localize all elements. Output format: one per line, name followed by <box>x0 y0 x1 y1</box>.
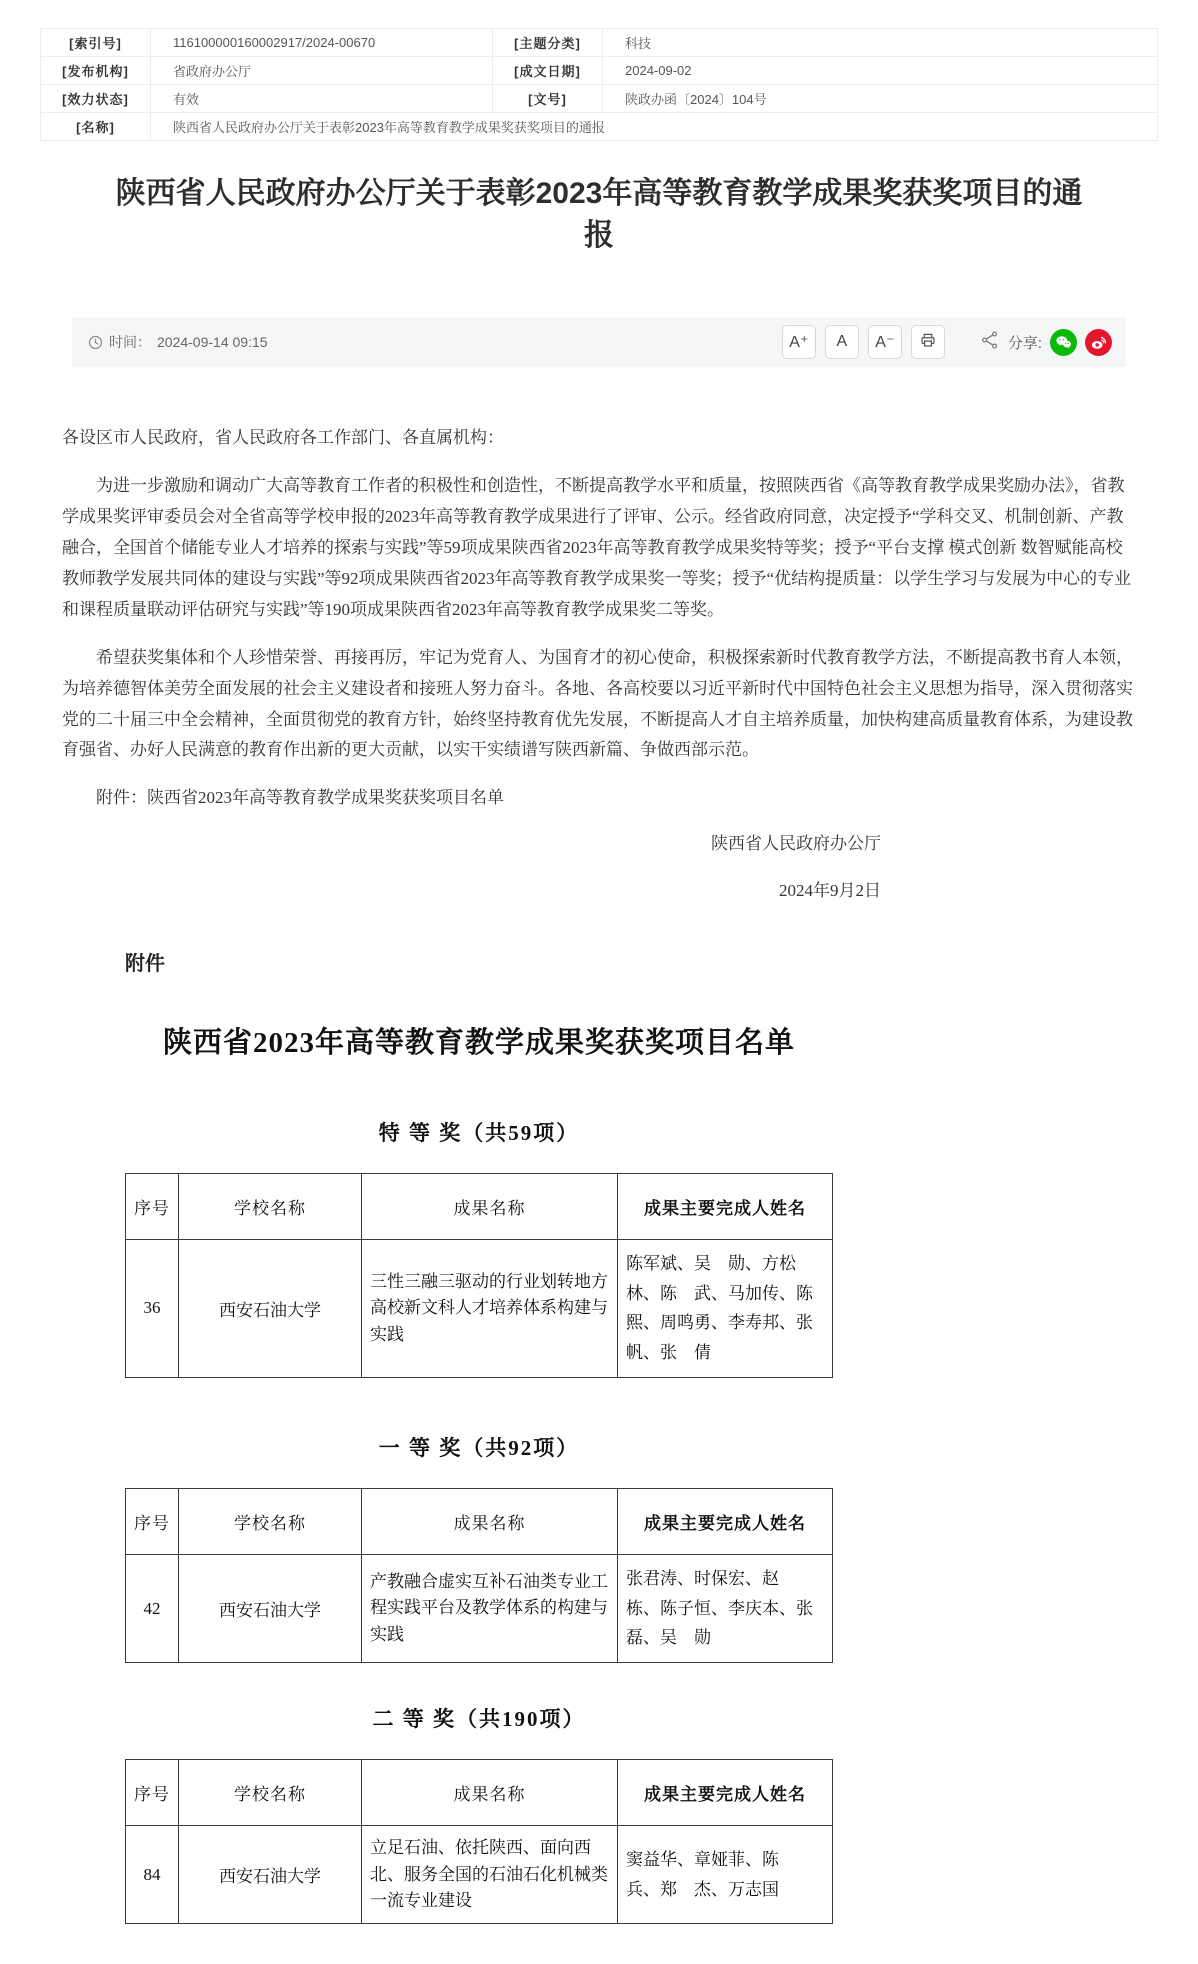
col-header-no: 序号 <box>126 1760 179 1826</box>
font-smaller-button[interactable]: A⁻ <box>868 325 902 359</box>
cell-people-names: 窦益华、章娅菲、陈 兵、郑 杰、万志国 <box>618 1826 833 1924</box>
col-header-people: 成果主要完成人姓名 <box>618 1488 833 1554</box>
weibo-share-icon[interactable] <box>1085 329 1112 356</box>
cell-achievement-name: 产教融合虚实互补石油类专业工程实践平台及教学体系的构建与实践 <box>362 1554 618 1662</box>
time-label: 时间： <box>109 334 151 350</box>
cell-serial-number: 84 <box>126 1826 179 1924</box>
table-header-row <box>126 1173 833 1239</box>
share-group <box>980 329 1112 356</box>
col-header-people: 成果主要完成人姓名 <box>618 1173 833 1239</box>
cell-people-names: 张君涛、时保宏、赵 栋、陈子恒、李庆本、张 磊、吴 勋 <box>618 1554 833 1662</box>
col-header-achievement: 成果名称 <box>362 1173 618 1239</box>
time-value: 2024-09-14 09:15 <box>157 334 268 350</box>
cell-achievement-name: 立足石油、依托陕西、面向西北、服务全国的石油石化机械类一流专业建设 <box>362 1826 618 1924</box>
award-table-special-prize <box>125 1173 833 1378</box>
meta-value-issuer: 省政府办公厅 <box>151 57 493 85</box>
print-button[interactable] <box>911 325 945 359</box>
signature-date: 2024年9月2日 <box>779 880 881 900</box>
col-header-achievement: 成果名称 <box>362 1760 618 1826</box>
publish-time <box>88 332 268 352</box>
cell-serial-number: 36 <box>126 1239 179 1377</box>
printer-icon <box>919 331 937 354</box>
meta-label-issuer: [发布机构] <box>41 57 151 85</box>
col-header-no: 序号 <box>126 1488 179 1554</box>
document-body <box>40 423 1158 907</box>
clock-icon <box>88 335 103 350</box>
paragraph-awards: 为进一步激励和调动广大高等教育工作者的积极性和创造性，不断提高教学水平和质量，按照陕西省《高等教育教学成果奖励办法》，省教学成果奖评审委员会对全省高等学校申报的2023年高等教育教学成果进行了评审、公示。经省政府同意，决定授予“学科交叉、机制创新、产教融合，全国首个储能专业人才培养的探索与实践”等59项成果陕西省2023年高等教育教学成果奖特等奖；授予“平台支撑 模式创新 数智赋能高校教师教学发展共同体的建设与实践”等92项成果陕西省2023年高等教育教学成果奖一等奖；授予“优结构提质量：以学生学习与发展为中心的专业和课程质量联动评估研究与实践”等190项成果陕西省2023年高等教育教学成果奖二等奖。 <box>62 475 1132 619</box>
col-header-school: 学校名称 <box>179 1173 362 1239</box>
font-normal-button[interactable]: A <box>825 325 859 359</box>
col-header-school: 学校名称 <box>179 1760 362 1826</box>
award-table-second-prize <box>125 1759 833 1924</box>
font-larger-button[interactable]: A⁺ <box>782 325 816 359</box>
award-table-first-prize <box>125 1488 833 1663</box>
meta-row-name <box>41 113 1158 141</box>
col-header-no: 序号 <box>126 1173 179 1239</box>
meta-row-2 <box>41 57 1158 85</box>
metadata-table <box>40 28 1158 141</box>
signature-block <box>62 828 1136 907</box>
table-header-row <box>126 1488 833 1554</box>
meta-value-topic: 科技 <box>603 29 1158 57</box>
col-header-school: 学校名称 <box>179 1488 362 1554</box>
attachment-reference-line: 附件：陕西省2023年高等教育教学成果奖获奖项目名单 <box>96 788 504 808</box>
table-row <box>126 1826 833 1924</box>
meta-row-1 <box>41 29 1158 57</box>
meta-value-index-no: 116100000160002917/2024-00670 <box>151 29 493 57</box>
meta-row-3 <box>41 85 1158 113</box>
meta-label-index-no: [索引号] <box>41 29 151 57</box>
meta-value-doc-number: 陕政办函〔2024〕104号 <box>603 85 1158 113</box>
cell-achievement-name: 三性三融三驱动的行业划转地方高校新文科人才培养体系构建与实践 <box>362 1239 618 1377</box>
table-row <box>126 1554 833 1662</box>
cell-school-name: 西安石油大学 <box>179 1826 362 1924</box>
award-heading-special-prize: 特 等 奖（共59项） <box>378 1120 580 1145</box>
meta-value-name: 陕西省人民政府办公厅关于表彰2023年高等教育教学成果奖获奖项目的通报 <box>151 113 1158 141</box>
meta-label-doc-number: [文号] <box>493 85 603 113</box>
meta-label-topic: [主题分类] <box>493 29 603 57</box>
meta-value-validity: 有效 <box>151 85 493 113</box>
paragraph-hopes: 希望获奖集体和个人珍惜荣誉、再接再厉，牢记为党育人、为国育才的初心使命，积极探索新时代教育教学方法，不断提高教书育人本领，为培养德智体美劳全面发展的社会主义建设者和接班人努力奋斗。各地、各高校要以习近平新时代中国特色社会主义思想为指导，深入贯彻落实党的二十届三中全会精神，全面贯彻党的教育方针，始终坚持教育优先发展，不断提高人才自主培养质量，加快构建高质量教育体系，为建设教育强省、办好人民满意的教育作出新的更大贡献，以实干实绩谱写陕西新篇、争做西部示范。 <box>62 647 1133 760</box>
meta-label-issue-date: [成文日期] <box>493 57 603 85</box>
table-header-row <box>126 1760 833 1826</box>
share-nodes-icon <box>980 330 1000 355</box>
cell-people-names: 陈军斌、吴 勋、方松林、陈 武、马加传、陈 熙、周鸣勇、李寿邦、张 帆、张 倩 <box>618 1239 833 1377</box>
meta-value-issue-date: 2024-09-02 <box>603 57 1158 85</box>
col-header-people: 成果主要完成人姓名 <box>618 1760 833 1826</box>
toolbar-actions <box>782 325 1112 359</box>
award-heading-second-prize: 二 等 奖（共190项） <box>372 1707 586 1732</box>
page-title: 陕西省人民政府办公厅关于表彰2023年高等教育教学成果奖获奖项目的通报 <box>115 177 1083 252</box>
table-row <box>126 1239 833 1377</box>
award-heading-first-prize: 一 等 奖（共92项） <box>378 1435 580 1460</box>
salutation: 各设区市人民政府，省人民政府各工作部门、各直属机构： <box>62 428 504 447</box>
attachment-label: 附件 <box>125 952 165 975</box>
meta-label-name: [名称] <box>41 113 151 141</box>
signature-office: 陕西省人民政府办公厅 <box>711 834 881 854</box>
col-header-achievement: 成果名称 <box>362 1488 618 1554</box>
cell-school-name: 西安石油大学 <box>179 1239 362 1377</box>
attachment-section <box>125 947 833 1924</box>
share-label: 分享: <box>1007 334 1042 352</box>
wechat-share-icon[interactable] <box>1050 329 1077 356</box>
cell-serial-number: 42 <box>126 1554 179 1662</box>
cell-school-name: 西安石油大学 <box>179 1554 362 1662</box>
article-toolbar <box>72 317 1126 367</box>
meta-label-validity: [效力状态] <box>41 85 151 113</box>
attachment-title: 陕西省2023年高等教育教学成果奖获奖项目名单 <box>162 1026 795 1059</box>
